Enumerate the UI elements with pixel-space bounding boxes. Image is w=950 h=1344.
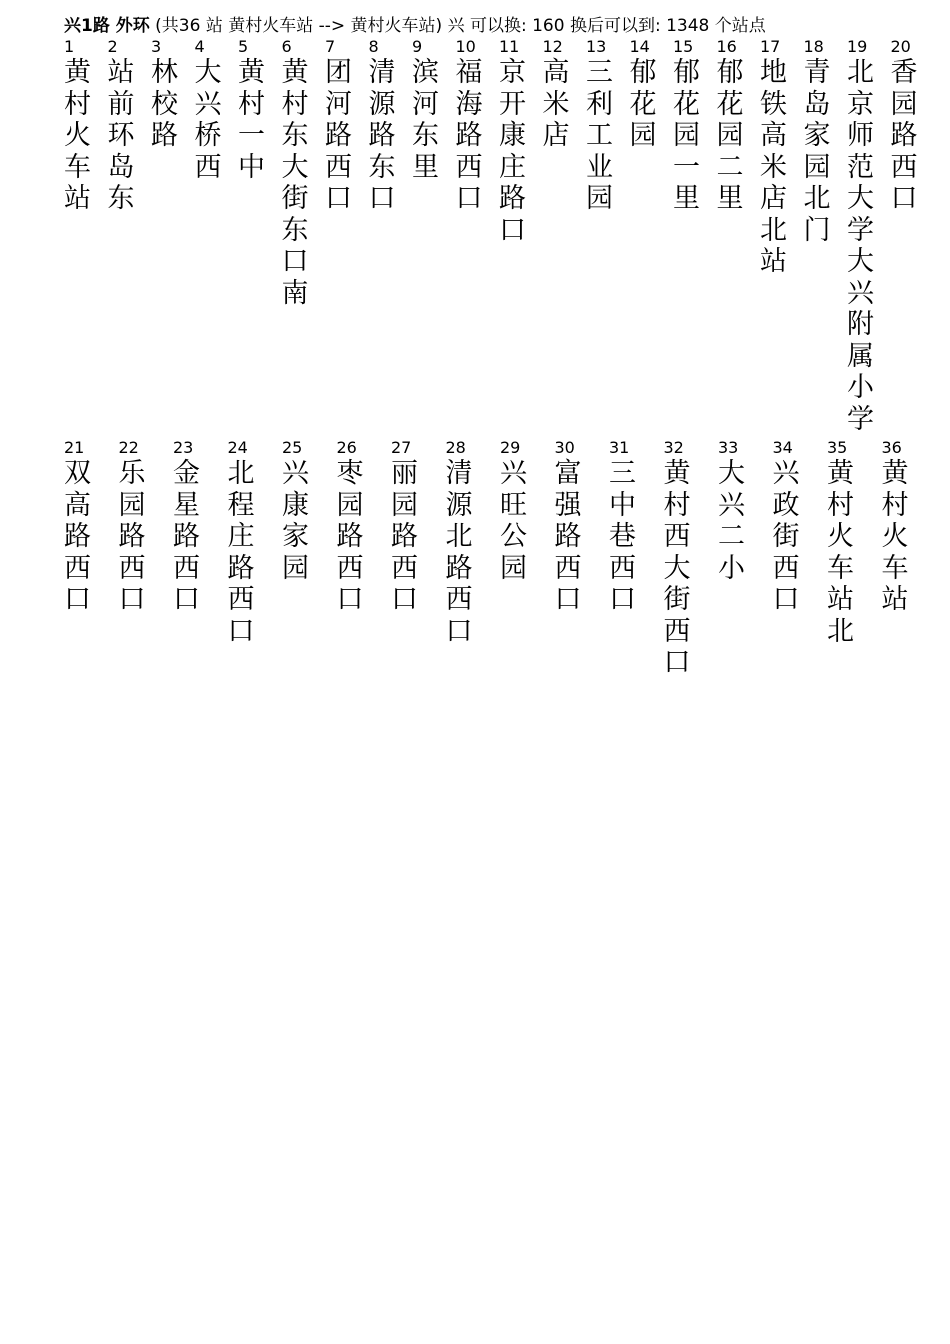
stop-number: 8 — [368, 37, 379, 56]
stop-item — [630, 37, 670, 152]
stop-name: 富强路西口 — [554, 458, 582, 615]
stop-name: 黄村火车站 — [64, 57, 91, 214]
stop-number: 12 — [542, 37, 563, 56]
stop-item — [151, 37, 191, 152]
stop-item — [664, 438, 704, 679]
stop-number: 33 — [718, 438, 739, 457]
stop-item — [446, 438, 486, 647]
stop-name: 大兴桥西 — [194, 57, 222, 183]
stop-name: 青岛家园北门 — [803, 57, 831, 246]
stop-name: 滨河东里 — [412, 57, 439, 183]
stop-item — [108, 37, 148, 215]
stop-item — [499, 37, 539, 246]
stop-number: 36 — [881, 438, 902, 457]
stop-number: 23 — [173, 438, 194, 457]
stop-name: 枣园路西口 — [336, 458, 364, 615]
stop-number: 22 — [118, 438, 139, 457]
stop-number: 21 — [64, 438, 85, 457]
stop-name: 地铁高米店北站 — [760, 57, 787, 277]
stop-name: 黄村一中 — [238, 57, 265, 183]
stop-name: 郁花园二里 — [716, 57, 744, 214]
stop-number: 14 — [629, 37, 650, 56]
stop-number: 1 — [64, 37, 75, 56]
stop-name: 郁花园 — [629, 57, 657, 151]
stop-number: 28 — [445, 438, 466, 457]
route-name: 兴1路 外环 — [64, 16, 150, 36]
stop-item — [238, 37, 278, 183]
stop-name: 黄村火车站 — [881, 458, 909, 615]
stop-number: 7 — [325, 37, 336, 56]
stop-item — [760, 37, 800, 278]
stop-number: 9 — [412, 37, 423, 56]
stop-number: 15 — [673, 37, 694, 56]
stop-item — [555, 438, 595, 616]
stop-item — [586, 37, 626, 215]
stop-number: 3 — [151, 37, 162, 56]
stop-item — [773, 438, 813, 616]
stop-name: 兴政街西口 — [772, 458, 800, 615]
stop-number: 6 — [281, 37, 292, 56]
stop-number: 18 — [803, 37, 824, 56]
stop-name: 清源路东口 — [368, 57, 396, 214]
stop-name: 双高路西口 — [64, 458, 91, 615]
stop-number: 29 — [500, 438, 521, 457]
stop-item — [827, 438, 867, 647]
stop-name: 团河路西口 — [325, 57, 352, 214]
stop-item — [804, 37, 844, 246]
stop-name: 乐园路西口 — [118, 458, 146, 615]
stop-number: 11 — [499, 37, 520, 56]
stop-item — [882, 438, 922, 616]
stop-number: 19 — [847, 37, 868, 56]
stop-number: 26 — [336, 438, 357, 457]
stop-item — [847, 37, 887, 435]
stop-name: 清源北路西口 — [445, 458, 473, 647]
stop-name: 兴旺公园 — [500, 458, 527, 584]
stop-number: 35 — [827, 438, 848, 457]
stop-item — [543, 37, 583, 152]
stop-number: 16 — [716, 37, 737, 56]
stop-number: 27 — [391, 438, 412, 457]
stop-item — [119, 438, 159, 616]
stop-number: 25 — [282, 438, 303, 457]
stop-name: 北京师范大学大兴附属小学 — [847, 57, 874, 435]
stop-name: 福海路西口 — [455, 57, 483, 214]
stop-number: 13 — [586, 37, 607, 56]
stop-number: 31 — [609, 438, 630, 457]
stop-name: 黄村东大街东口南 — [281, 57, 309, 309]
stop-item — [173, 438, 213, 616]
stop-item — [891, 37, 931, 215]
route-header — [64, 16, 766, 36]
stop-name: 黄村火车站北 — [827, 458, 854, 647]
stop-item — [195, 37, 235, 183]
stop-item — [609, 438, 649, 616]
stop-item — [228, 438, 268, 647]
stop-name: 香园路西口 — [890, 57, 918, 214]
stop-number: 30 — [554, 438, 575, 457]
stop-number: 34 — [772, 438, 793, 457]
stop-number: 20 — [890, 37, 911, 56]
stop-number: 24 — [227, 438, 248, 457]
stop-item — [500, 438, 540, 584]
stop-name: 兴康家园 — [282, 458, 309, 584]
stop-item — [369, 37, 409, 215]
stop-number: 5 — [238, 37, 249, 56]
stop-number: 4 — [194, 37, 205, 56]
stop-item — [282, 438, 322, 584]
stop-name: 高米店 — [542, 57, 570, 151]
stop-item — [337, 438, 377, 616]
stop-name: 丽园路西口 — [391, 458, 418, 615]
stop-item — [64, 37, 104, 215]
stop-name: 三利工业园 — [586, 57, 613, 214]
stop-item — [282, 37, 322, 309]
stop-item — [412, 37, 452, 183]
stop-number: 17 — [760, 37, 781, 56]
stop-name: 站前环岛东 — [107, 57, 135, 214]
stop-name: 北程庄路西口 — [227, 458, 255, 647]
stop-item — [64, 438, 104, 616]
stop-item — [391, 438, 431, 616]
stop-name: 金星路西口 — [173, 458, 200, 615]
stop-number: 2 — [107, 37, 118, 56]
stop-item — [325, 37, 365, 215]
stop-name: 三中巷西口 — [609, 458, 636, 615]
stop-item — [717, 37, 757, 215]
stop-name: 京开康庄路口 — [499, 57, 526, 246]
stop-item — [456, 37, 496, 215]
route-description: (共36 站 黄村火车站 --> 黄村火车站) 兴 可以换: 160 换后可以到: 1348 个站点 — [149, 16, 766, 36]
stop-item — [673, 37, 713, 215]
stop-number: 32 — [663, 438, 684, 457]
stop-item — [718, 438, 758, 584]
stop-name: 黄村西大街西口 — [663, 458, 691, 678]
stop-name: 大兴二小 — [718, 458, 745, 584]
stop-name: 林校路 — [151, 57, 178, 151]
stop-name: 郁花园一里 — [673, 57, 700, 214]
stop-number: 10 — [455, 37, 476, 56]
